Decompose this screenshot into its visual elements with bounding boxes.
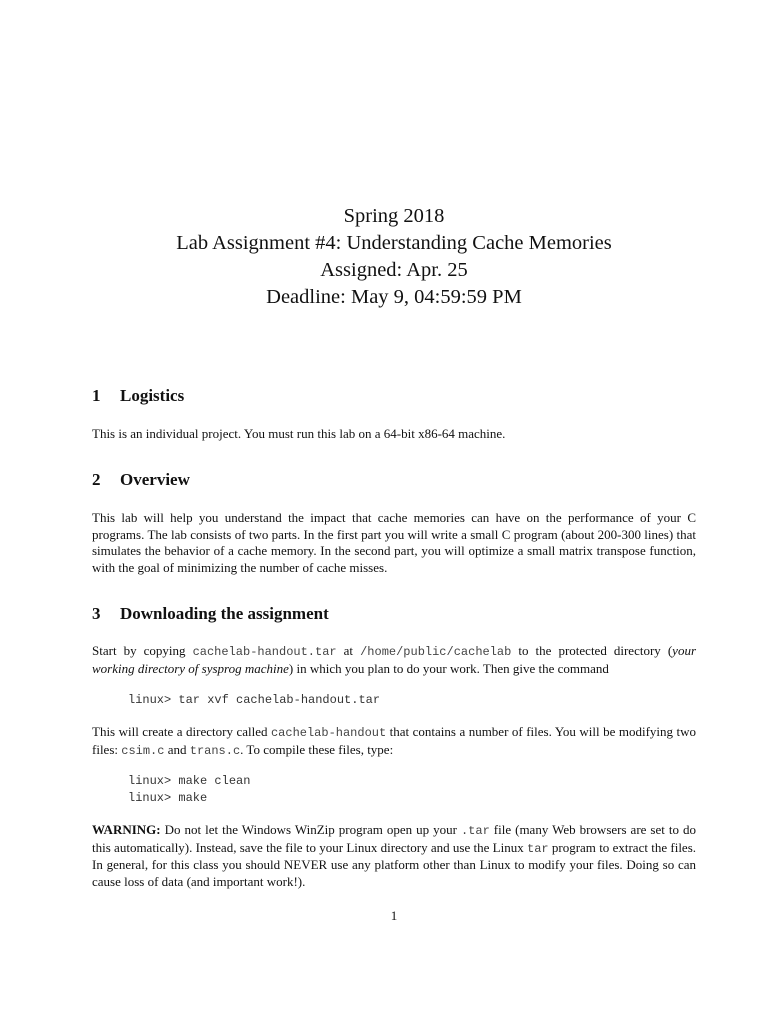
download-paragraph-1: Start by copying cachelab-handout.tar at /home/public/cachelab to the protected directory (your working directory of sysprog machine) in which you plan to do your work. Then give the command	[92, 643, 697, 676]
handout-filename: cachelab-handout.tar	[192, 645, 337, 659]
title-deadline: Deadline: May 9, 04:59:59 PM	[266, 286, 522, 308]
file-trans: trans.c	[189, 743, 241, 758]
tar-extension: .tar	[460, 824, 490, 838]
logistics-paragraph: This is an individual project. You must run this lab on a 64-bit x86-64 machine.	[92, 426, 506, 441]
section-heading-logistics	[92, 386, 696, 406]
overview-paragraph: This lab will help you understand the impact that cache memories can have on the performance of your C programs. The lab consists of two parts. In the first part you will write a small C program (about 200-300 lines) that simulates the behavior of a cache memory. In the second part, you will optimize a small matrix transpose function, with the goal of minimizing the number of cache misses.	[92, 510, 696, 575]
section-number: 1	[92, 386, 101, 405]
warning-paragraph: WARNING: Do not let the Windows WinZip program open up your .tar file (many Web browsers are set to do this automatically). Instead, save the file to your Linux directory and use the Linux tar program to extract the files. In general, for this class you should NEVER use any platform other than Linux to modify your files. Doing so can cause loss of data (and important work!).	[92, 822, 697, 889]
section-number: 3	[92, 604, 101, 623]
section-title: Downloading the assignment	[120, 604, 329, 623]
section-heading-overview	[92, 470, 696, 490]
code-make: linux> make	[128, 791, 208, 805]
tar-program: tar	[527, 841, 549, 856]
handout-path: /home/public/cachelab	[360, 645, 512, 659]
handout-directory: cachelab-handout	[270, 726, 387, 740]
section-number: 2	[92, 470, 101, 489]
working-directory-note: your working directory of sysprog machine	[92, 643, 697, 676]
section-title: Overview	[120, 470, 190, 489]
title-assigned-date: Assigned: Apr. 25	[320, 259, 468, 281]
title-term: Spring 2018	[343, 205, 445, 227]
file-csim: csim.c	[121, 743, 165, 758]
code-untar-command: linux> tar xvf cachelab-handout.tar	[128, 693, 381, 707]
title-assignment: Lab Assignment #4: Understanding Cache Memories	[176, 232, 612, 254]
document-title	[0, 203, 768, 311]
code-make-clean: linux> make clean	[128, 774, 251, 788]
page-number: 1	[390, 908, 398, 923]
section-title: Logistics	[120, 386, 185, 405]
section-heading-download	[92, 604, 696, 624]
warning-label: WARNING:	[92, 822, 161, 837]
download-paragraph-2: This will create a directory called cachelab-handout that contains a number of files. You will be modifying two files: csim.c and trans.c. To compile these files, type:	[92, 724, 696, 758]
